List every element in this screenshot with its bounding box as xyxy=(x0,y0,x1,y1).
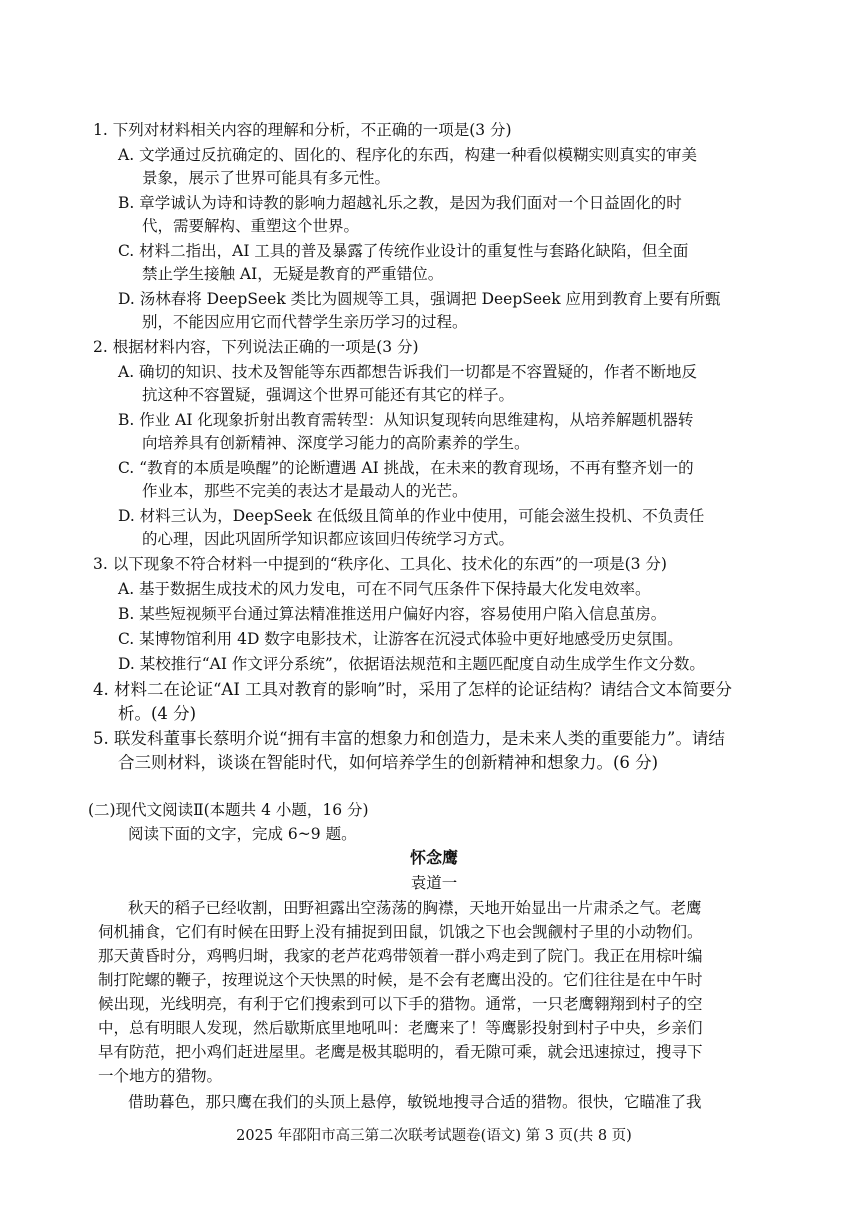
article-paragraph-1-line: 早有防范，把小鸡们赶进屋里。老鹰是极其聪明的，看无隙可乘，就会迅速掠过，搜寻下 xyxy=(98,1043,703,1061)
question-1-option-b: B. 章学诚认为诗和诗教的影响力超越礼乐之教，是因为我们面对一个日益固化的时 xyxy=(118,194,682,212)
question-5-stem: 5. 联发科董事长蔡明介说“拥有丰富的想象力和创造力，是未来人类的重要能力”。请结 xyxy=(93,729,725,748)
question-1-option-c-cont: 禁止学生接触 AI，无疑是教育的严重错位。 xyxy=(142,265,444,283)
question-2-option-a-cont: 抗这种不容置疑，强调这个世界可能还有其它的样子。 xyxy=(142,386,515,404)
question-1-option-a-cont: 景象，展示了世界可能具有多元性。 xyxy=(142,169,391,187)
question-2-option-b-cont: 向培养具有创新精神、深度学习能力的高阶素养的学生。 xyxy=(142,434,530,452)
article-author: 袁道一 xyxy=(410,874,458,892)
article-paragraph-1-line: 候出现，光线明亮，有利于它们搜索到可以下手的猎物。通常，一只老鹰翱翔到村子的空 xyxy=(98,995,703,1013)
article-title: 怀念鹰 xyxy=(409,848,458,867)
question-3-option-c: C. 某博物馆利用 4D 数字电影技术，让游客在沉浸式体验中更好地感受历史氛围。 xyxy=(118,630,683,648)
question-5-stem-cont: 合三则材料，谈谈在智能时代，如何培养学生的创新精神和想象力。(6 分) xyxy=(118,753,659,772)
question-2-stem: 2. 根据材料内容，下列说法正确的一项是(3 分) xyxy=(93,338,419,356)
question-3-option-b: B. 某些短视频平台通过算法精准推送用户偏好内容，容易使用户陷入信息茧房。 xyxy=(118,605,667,623)
question-2-option-c: C. “教育的本质是唤醒”的论断遭遇 AI 挑战，在未来的教育现场，不再有整齐划一的 xyxy=(118,459,694,477)
article-paragraph-1-line: 一个地方的猎物。 xyxy=(98,1067,223,1085)
section-instruction: 阅读下面的文字，完成 6~9 题。 xyxy=(128,825,357,843)
article-paragraph-1-line: 秋天的稻子已经收割，田野袒露出空荡荡的胸襟，天地开始显出一片肃杀之气。老鹰 xyxy=(128,899,702,917)
question-3-option-a: A. 基于数据生成技术的风力发电，可在不同气压条件下保持最大化发电效率。 xyxy=(118,580,651,598)
article-paragraph-1-line: 制打陀螺的鞭子，按理说这个天快黑的时候，是不会有老鹰出没的。它们往往是在中午时 xyxy=(98,971,703,989)
question-1-option-d-cont: 别，不能因应用它而代替学生亲历学习的过程。 xyxy=(142,313,468,331)
question-2-option-c-cont: 作业本，那些不完美的表达才是最动人的光芒。 xyxy=(142,482,468,500)
page-footer: 2025 年邵阳市高三第二次联考试题卷(语文) 第 3 页(共 8 页) xyxy=(236,1128,632,1144)
question-3-option-d: D. 某校推行“AI 作文评分系统”，依据语法规范和主题匹配度自动生成学生作文分数。 xyxy=(118,655,705,673)
question-1-option-b-cont: 代，需要解构、重塑这个世界。 xyxy=(142,217,360,235)
question-2-option-a: A. 确切的知识、技术及智能等东西都想告诉我们一切都是不容置疑的，作者不断地反 xyxy=(118,363,698,381)
question-2-option-d-cont: 的心理，因此巩固所学知识都应该回归传统学习方式。 xyxy=(142,530,515,548)
question-4-stem: 4. 材料二在论证“AI 工具对教育的影响”时，采用了怎样的论证结构？请结合文本简要分 xyxy=(93,680,733,699)
question-2-option-b: B. 作业 AI 化现象折射出教育需转型：从知识复现转向思维建构，从培养解题机器转 xyxy=(118,411,694,429)
question-3-stem: 3. 以下现象不符合材料一中提到的“秩序化、工具化、技术化的东西”的一项是(3 分) xyxy=(93,555,667,573)
question-1-stem: 1. 下列对材料相关内容的理解和分析，不正确的一项是(3 分) xyxy=(93,121,512,139)
article-paragraph-2-line: 借助暮色，那只鹰在我们的头顶上悬停，敏锐地搜寻合适的猎物。很快，它瞄准了我 xyxy=(128,1093,702,1111)
article-paragraph-1-line: 那天黄昏时分，鸡鸭归埘，我家的老芦花鸡带领着一群小鸡走到了院门。我正在用棕叶编 xyxy=(98,947,703,965)
article-paragraph-1-line: 中，总有明眼人发现，然后歇斯底里地吼叫：老鹰来了！等鹰影投射到村子中央，乡亲们 xyxy=(98,1019,703,1037)
section-heading: (二)现代文阅读Ⅱ(本题共 4 小题，16 分) xyxy=(88,801,369,819)
article-paragraph-1-line: 伺机捕食，它们有时候在田野上没有捕捉到田鼠，饥饿之下也会觊觎村子里的小动物们。 xyxy=(98,923,703,941)
question-1-option-d: D. 汤林春将 DeepSeek 类比为圆规等工具，强调把 DeepSeek 应用到教育上要有所甄 xyxy=(118,290,721,308)
question-4-stem-cont: 析。(4 分) xyxy=(118,704,197,723)
question-1-option-a: A. 文学通过反抗确定的、固化的、程序化的东西，构建一种看似模糊实则真实的审美 xyxy=(118,146,698,164)
question-1-option-c: C. 材料二指出，AI 工具的普及暴露了传统作业设计的重复性与套路化缺陷，但全面 xyxy=(118,242,689,260)
question-2-option-d: D. 材料三认为，DeepSeek 在低级且简单的作业中使用，可能会滋生投机、不负责任 xyxy=(118,507,705,525)
